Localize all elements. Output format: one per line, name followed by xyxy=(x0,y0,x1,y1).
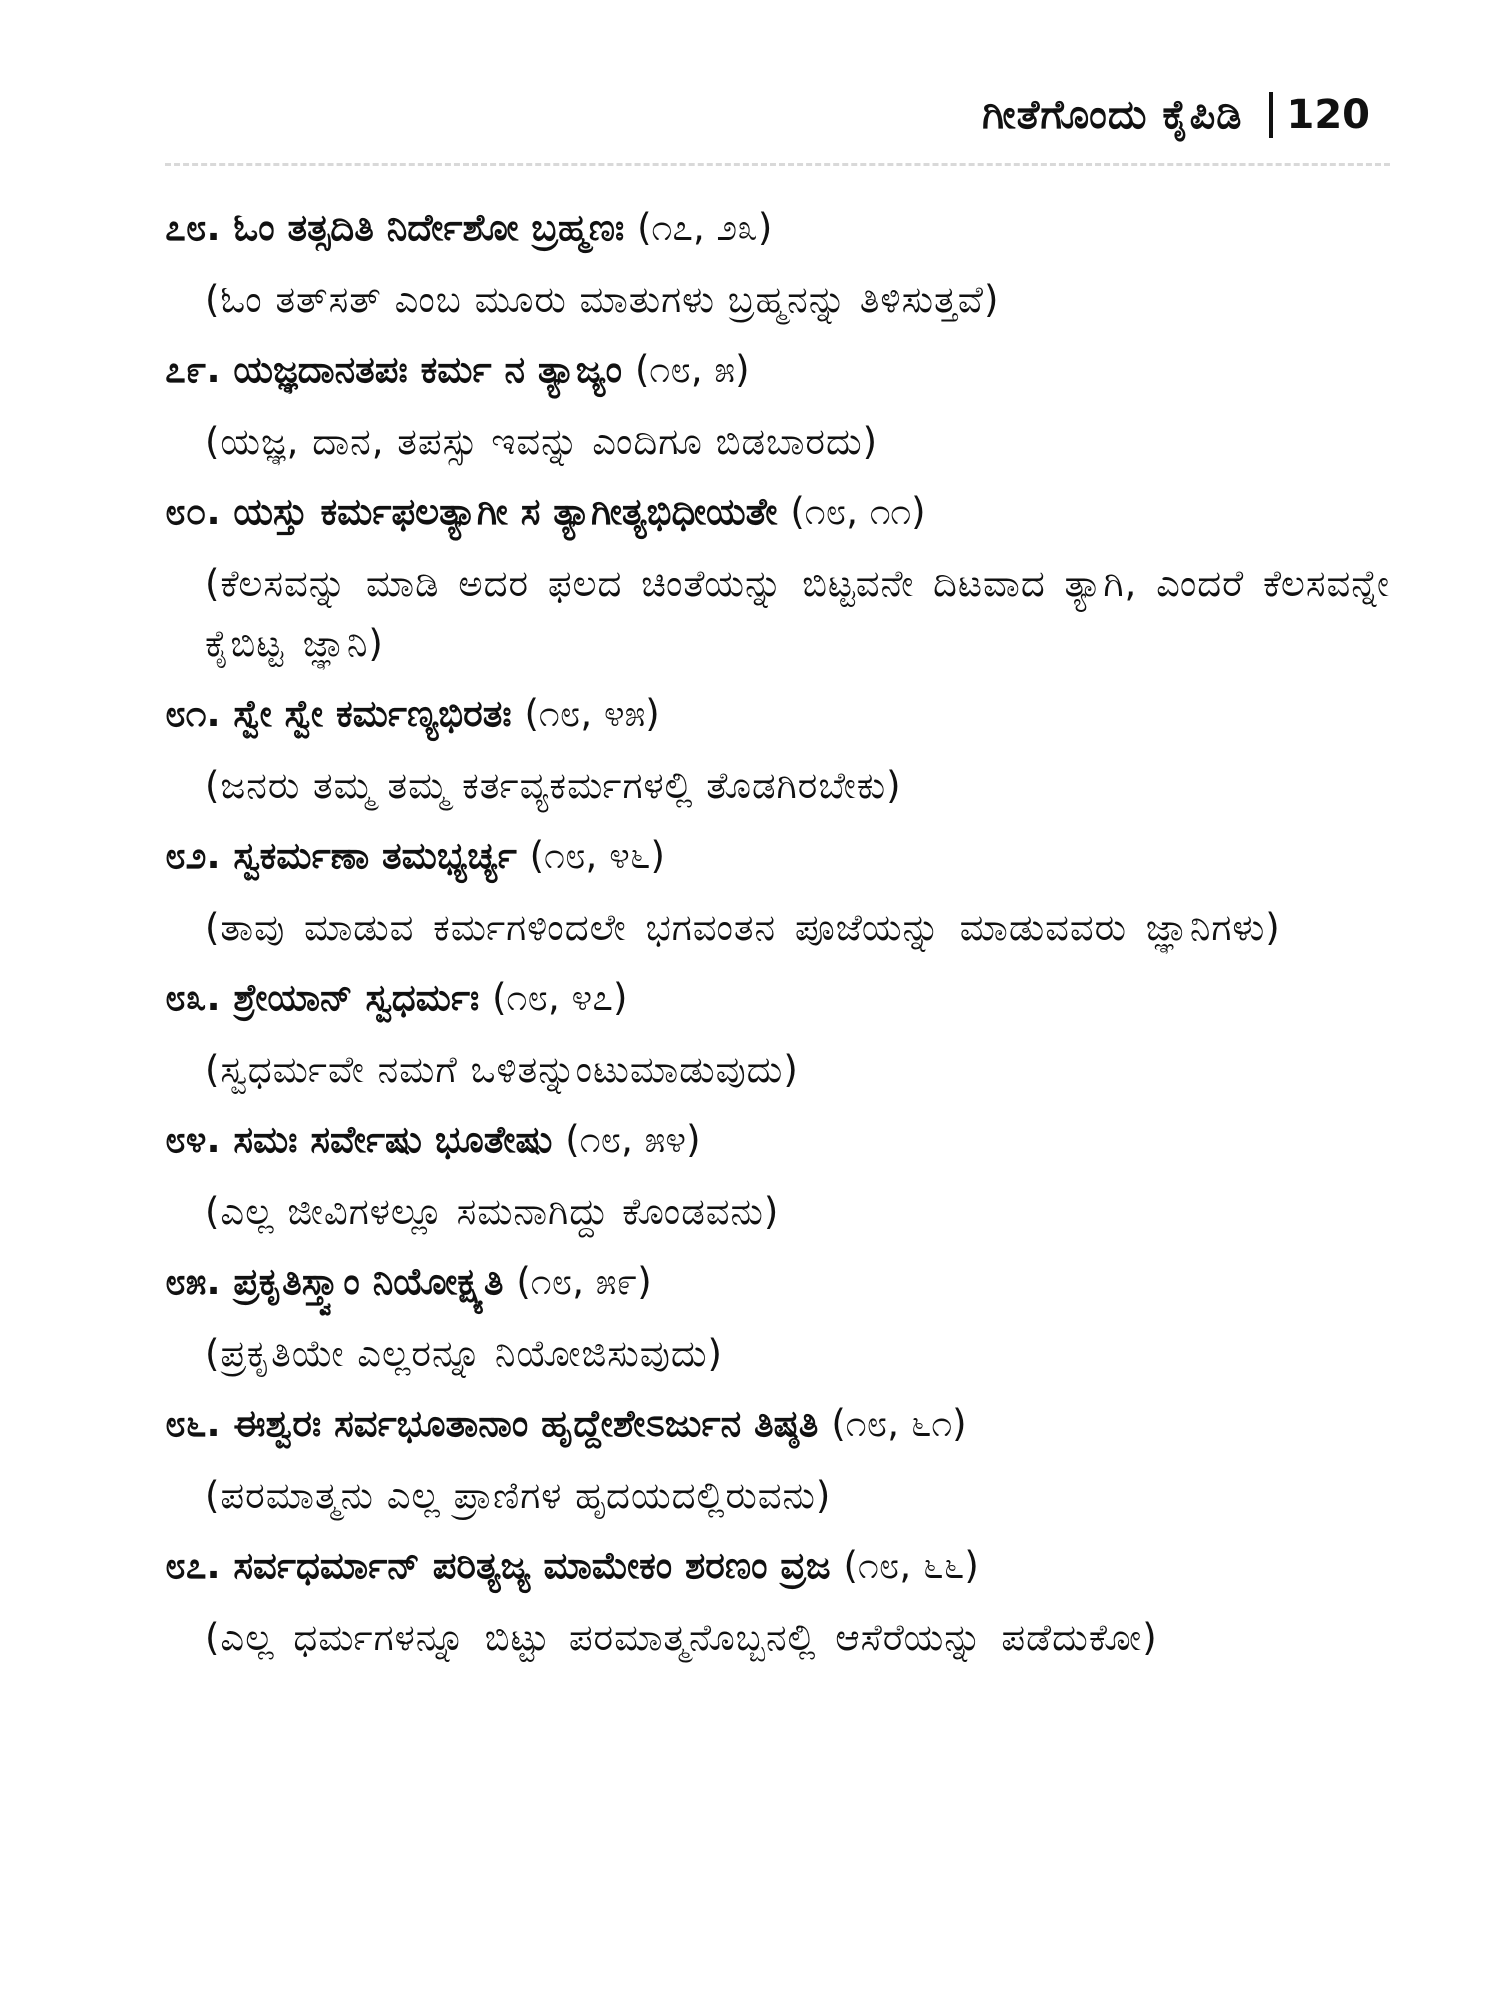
entry-heading xyxy=(165,1110,1390,1170)
entry-text: ಯಸ್ತು ಕರ್ಮಫಲತ್ಯಾಗೀ ಸ ತ್ಯಾಗೀತ್ಯಭಿಧೀಯತೇ xyxy=(233,490,778,533)
entry-number: ೮೪. xyxy=(165,1118,221,1161)
entry-heading xyxy=(165,684,1390,744)
entry-gloss: (ಪರಮಾತ್ಮನು ಎಲ್ಲ ಪ್ರಾಣಿಗಳ ಹೃದಯದಲ್ಲಿರುವನು) xyxy=(205,1474,832,1517)
entry-number: ೮೨. xyxy=(165,834,221,877)
list-item xyxy=(165,684,1390,816)
entry-heading xyxy=(165,1536,1390,1596)
entry-reference: (೧೭, ೨೩) xyxy=(637,206,773,249)
list-item xyxy=(165,1536,1390,1668)
entry-text: ಸ್ವೇ ಸ್ವೇ ಕರ್ಮಣ್ಯಭಿರತಃ xyxy=(233,692,512,735)
entry-text: ಓಂ ತತ್ಸದಿತಿ ನಿರ್ದೇಶೋ ಬ್ರಹ್ಮಣಃ xyxy=(233,206,625,249)
entry-reference: (೧೮, ೪೬) xyxy=(529,834,665,877)
entry-gloss: (ಓಂ ತತ್‌ಸತ್ ಎಂಬ ಮೂರು ಮಾತುಗಳು ಬ್ರಹ್ಮನನ್ನು ತಿಳಿಸುತ್ತವೆ) xyxy=(205,278,1000,321)
entry-heading xyxy=(165,482,1390,542)
entry-number: ೭೮. xyxy=(165,206,221,249)
entry-gloss: (ಎಲ್ಲ ಜೀವಿಗಳಲ್ಲೂ ಸಮನಾಗಿದ್ದು ಕೊಂಡವನು) xyxy=(205,1190,780,1233)
entry-reference: (೧೮, ೫) xyxy=(634,348,750,391)
entry-text: ಸ್ವಕರ್ಮಣಾ ತಮಭ್ಯರ್ಚ್ಯ xyxy=(233,834,517,877)
entry-number: ೭೯. xyxy=(165,348,221,391)
page-number: 120 xyxy=(1286,92,1370,138)
entry-heading xyxy=(165,968,1390,1028)
list-item xyxy=(165,198,1390,330)
list-item xyxy=(165,482,1390,674)
entry-number: ೮೧. xyxy=(165,692,221,735)
entry-reference: (೧೮, ೬೬) xyxy=(843,1544,979,1587)
list-item xyxy=(165,968,1390,1100)
entry-gloss: (ತಾವು ಮಾಡುವ ಕರ್ಮಗಳಿಂದಲೇ ಭಗವಂತನ ಪೂಜೆಯನ್ನು ಮಾಡುವವರು ಜ್ಞಾನಿಗಳು) xyxy=(205,906,1281,949)
entry-reference: (೧೮, ೫೯) xyxy=(516,1260,652,1303)
entry-number: ೮೬. xyxy=(165,1402,221,1445)
header-rule xyxy=(165,163,1390,166)
book-title: ಗೀತೆಗೊಂದು ಕೈಪಿಡಿ xyxy=(982,92,1243,138)
entry-text: ಶ್ರೇಯಾನ್ ಸ್ವಧರ್ಮಃ xyxy=(233,976,480,1019)
entry-heading xyxy=(165,1394,1390,1454)
entry-number: ೮೦. xyxy=(165,490,221,533)
entry-gloss: (ಎಲ್ಲ ಧರ್ಮಗಳನ್ನೂ ಬಿಟ್ಟು ಪರಮಾತ್ಮನೊಬ್ಬನಲ್ಲಿ ಆಸೆರೆಯನ್ನು ಪಡೆದುಕೋ) xyxy=(205,1616,1158,1659)
list-item xyxy=(165,1252,1390,1384)
entry-gloss: (ಯಜ್ಞ, ದಾನ, ತಪಸ್ಸು ಇವನ್ನು ಎಂದಿಗೂ ಬಿಡಬಾರದು) xyxy=(205,420,879,463)
entry-heading xyxy=(165,1252,1390,1312)
entry-text: ಸರ್ವಧರ್ಮಾನ್ ಪರಿತ್ಯಜ್ಯ ಮಾಮೇಕಂ ಶರಣಂ ವ್ರಜ xyxy=(233,1544,831,1587)
entry-list xyxy=(165,198,1390,1678)
list-item xyxy=(165,826,1390,958)
list-item xyxy=(165,1394,1390,1526)
entry-gloss: (ಪ್ರಕೃತಿಯೇ ಎಲ್ಲರನ್ನೂ ನಿಯೋಜಿಸುವುದು) xyxy=(205,1332,723,1375)
entry-number: ೮೩. xyxy=(165,976,221,1019)
list-item xyxy=(165,340,1390,472)
entry-reference: (೧೮, ೬೧) xyxy=(831,1402,967,1445)
entry-number: ೮೭. xyxy=(165,1544,221,1587)
entry-text: ಯಜ್ಞದಾನತಪಃ ಕರ್ಮ ನ ತ್ಯಾಜ್ಯಂ xyxy=(233,348,623,391)
entry-text: ಸಮಃ ಸರ್ವೇಷು ಭೂತೇಷು xyxy=(233,1118,553,1161)
entry-reference: (೧೮, ೪೭) xyxy=(492,976,628,1019)
entry-gloss: (ಸ್ವಧರ್ಮವೇ ನಮಗೆ ಒಳಿತನ್ನುಂಟುಮಾಡುವುದು) xyxy=(205,1048,799,1091)
running-header xyxy=(982,92,1370,138)
entry-text: ಪ್ರಕೃತಿಸ್ತ್ವಾಂ ನಿಯೋಕ್ಷ್ಯತಿ xyxy=(233,1260,504,1303)
header-divider xyxy=(1269,92,1273,138)
entry-text: ಈಶ್ವರಃ ಸರ್ವಭೂತಾನಾಂ ಹೃದ್ದೇಶೇಽರ್ಜುನ ತಿಷ್ಠತಿ xyxy=(233,1402,819,1445)
entry-heading xyxy=(165,340,1390,400)
entry-number: ೮೫. xyxy=(165,1260,221,1303)
entry-gloss: (ಕೆಲಸವನ್ನು ಮಾಡಿ ಅದರ ಫಲದ ಚಿಂತೆಯನ್ನು ಬಿಟ್ಟವನೇ ದಿಟವಾದ ತ್ಯಾಗಿ, ಎಂದರೆ ಕೆಲಸವನ್ನೇ ಕೈಬಿಟ್ಟ ಜ್ಞಾನಿ) xyxy=(205,562,1390,665)
entry-heading xyxy=(165,826,1390,886)
entry-reference: (೧೮, ೧೧) xyxy=(790,490,926,533)
entry-heading xyxy=(165,198,1390,258)
list-item xyxy=(165,1110,1390,1242)
entry-reference: (೧೮, ೪೫) xyxy=(524,692,660,735)
entry-reference: (೧೮, ೫೪) xyxy=(565,1118,701,1161)
entry-gloss: (ಜನರು ತಮ್ಮ ತಮ್ಮ ಕರ್ತವ್ಯಕರ್ಮಗಳಲ್ಲಿ ತೊಡಗಿರಬೇಕು) xyxy=(205,764,902,807)
